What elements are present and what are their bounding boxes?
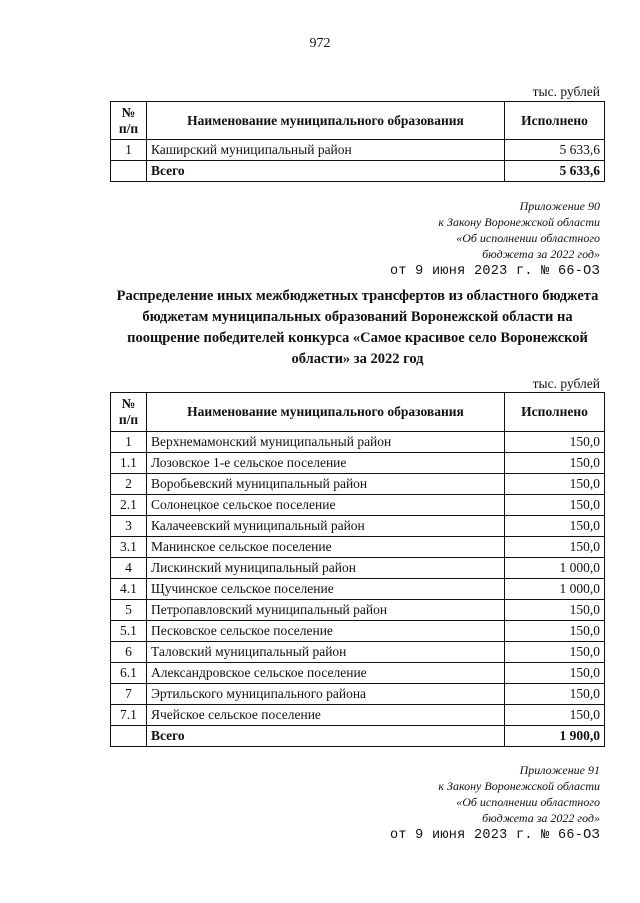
total-label: Всего — [146, 726, 504, 747]
appendix-91-date: от 9 июня 2023 г. № 66-ОЗ — [389, 828, 600, 843]
table-row — [111, 516, 605, 537]
row-value: 150,0 — [505, 453, 605, 474]
appendix-90-subject-cont: бюджета за 2022 год» — [482, 247, 600, 261]
row-name: Таловский муниципальный район — [146, 642, 504, 663]
row-name: Песковское сельское поселение — [146, 621, 504, 642]
table-row — [111, 453, 605, 474]
row-num: 2 — [111, 474, 147, 495]
total-label: Всего — [146, 161, 504, 182]
row-num: 7 — [111, 684, 147, 705]
row-num: 4.1 — [111, 579, 147, 600]
row-value: 150,0 — [505, 621, 605, 642]
header-num: № п/п — [111, 102, 147, 140]
row-num: 1 — [111, 140, 147, 161]
total-value: 5 633,6 — [505, 161, 605, 182]
table-row — [111, 621, 605, 642]
appendix-90-title: Приложение 90 — [519, 199, 600, 213]
header-name: Наименование муниципального образования — [146, 102, 504, 140]
row-name: Лозовское 1-е сельское поселение — [146, 453, 504, 474]
table-row — [111, 684, 605, 705]
appendix-90-subject: «Об исполнении областного — [456, 231, 600, 245]
appendix-91-subject: «Об исполнении областного — [456, 795, 600, 809]
row-value: 150,0 — [505, 495, 605, 516]
row-value: 1 000,0 — [505, 558, 605, 579]
row-name: Ячейское сельское поселение — [146, 705, 504, 726]
table-total-row — [111, 726, 605, 747]
row-num: 1 — [111, 432, 147, 453]
row-value: 150,0 — [505, 537, 605, 558]
row-num: 5 — [111, 600, 147, 621]
row-num: 6 — [111, 642, 147, 663]
row-value: 150,0 — [505, 684, 605, 705]
row-value: 5 633,6 — [505, 140, 605, 161]
row-name: Щучинское сельское поселение — [146, 579, 504, 600]
appendix-91-block — [390, 762, 600, 844]
page-number: 972 — [309, 36, 331, 51]
row-value: 1 000,0 — [505, 579, 605, 600]
row-name: Петропавловский муниципальный район — [146, 600, 504, 621]
appendix-91-title: Приложение 91 — [519, 763, 600, 777]
table-row — [111, 537, 605, 558]
row-value: 150,0 — [505, 600, 605, 621]
total-num — [111, 726, 147, 747]
table-row — [111, 558, 605, 579]
row-name: Верхнемамонский муниципальный район — [146, 432, 504, 453]
row-num: 4 — [111, 558, 147, 579]
row-num: 3 — [111, 516, 147, 537]
row-name: Воробьевский муниципальный район — [146, 474, 504, 495]
appendix-91-subject-cont: бюджета за 2022 год» — [482, 811, 600, 825]
header-value: Исполнено — [505, 393, 605, 432]
row-name: Солонецкое сельское поселение — [146, 495, 504, 516]
appendix-90-block — [390, 198, 600, 280]
header-num: № п/п — [111, 393, 147, 432]
table-total-row — [111, 161, 605, 182]
row-value: 150,0 — [505, 663, 605, 684]
table-header-row — [111, 102, 605, 140]
table-row — [111, 642, 605, 663]
row-value: 150,0 — [505, 474, 605, 495]
row-value: 150,0 — [505, 642, 605, 663]
header-value: Исполнено — [505, 102, 605, 140]
table-row — [111, 495, 605, 516]
table-row — [111, 474, 605, 495]
row-name: Манинское сельское поселение — [146, 537, 504, 558]
transfer-table-2 — [110, 392, 605, 747]
row-name: Александровское сельское поселение — [146, 663, 504, 684]
appendix-91-law: к Закону Воронежской области — [438, 779, 600, 793]
table-row — [111, 579, 605, 600]
row-name: Каширский муниципальный район — [146, 140, 504, 161]
transfer-table-1 — [110, 101, 605, 182]
row-num: 6.1 — [111, 663, 147, 684]
document-title: Распределение иных межбюджетных трансфертов из областного бюджета бюджетам муниципальных образований Воронежской области на поощрение победителей конкурса «Самое красивое село Воронежской области» за 2022 год — [116, 288, 599, 367]
total-value: 1 900,0 — [505, 726, 605, 747]
table-row — [111, 432, 605, 453]
row-num: 5.1 — [111, 621, 147, 642]
units-label: тыс. рублей — [532, 84, 600, 99]
appendix-90-date: от 9 июня 2023 г. № 66-ОЗ — [389, 264, 600, 279]
table-row — [111, 600, 605, 621]
units-label-2: тыс. рублей — [532, 376, 600, 391]
row-value: 150,0 — [505, 705, 605, 726]
header-name: Наименование муниципального образования — [146, 393, 504, 432]
row-num: 7.1 — [111, 705, 147, 726]
total-num — [111, 161, 147, 182]
row-name: Лискинский муниципальный район — [146, 558, 504, 579]
row-value: 150,0 — [505, 432, 605, 453]
table-header-row — [111, 393, 605, 432]
row-num: 2.1 — [111, 495, 147, 516]
appendix-90-law: к Закону Воронежской области — [438, 215, 600, 229]
row-name: Калачеевский муниципальный район — [146, 516, 504, 537]
row-value: 150,0 — [505, 516, 605, 537]
row-num: 3.1 — [111, 537, 147, 558]
row-name: Эртильского муниципального района — [146, 684, 504, 705]
table-row — [111, 140, 605, 161]
table-row — [111, 705, 605, 726]
table-row — [111, 663, 605, 684]
row-num: 1.1 — [111, 453, 147, 474]
